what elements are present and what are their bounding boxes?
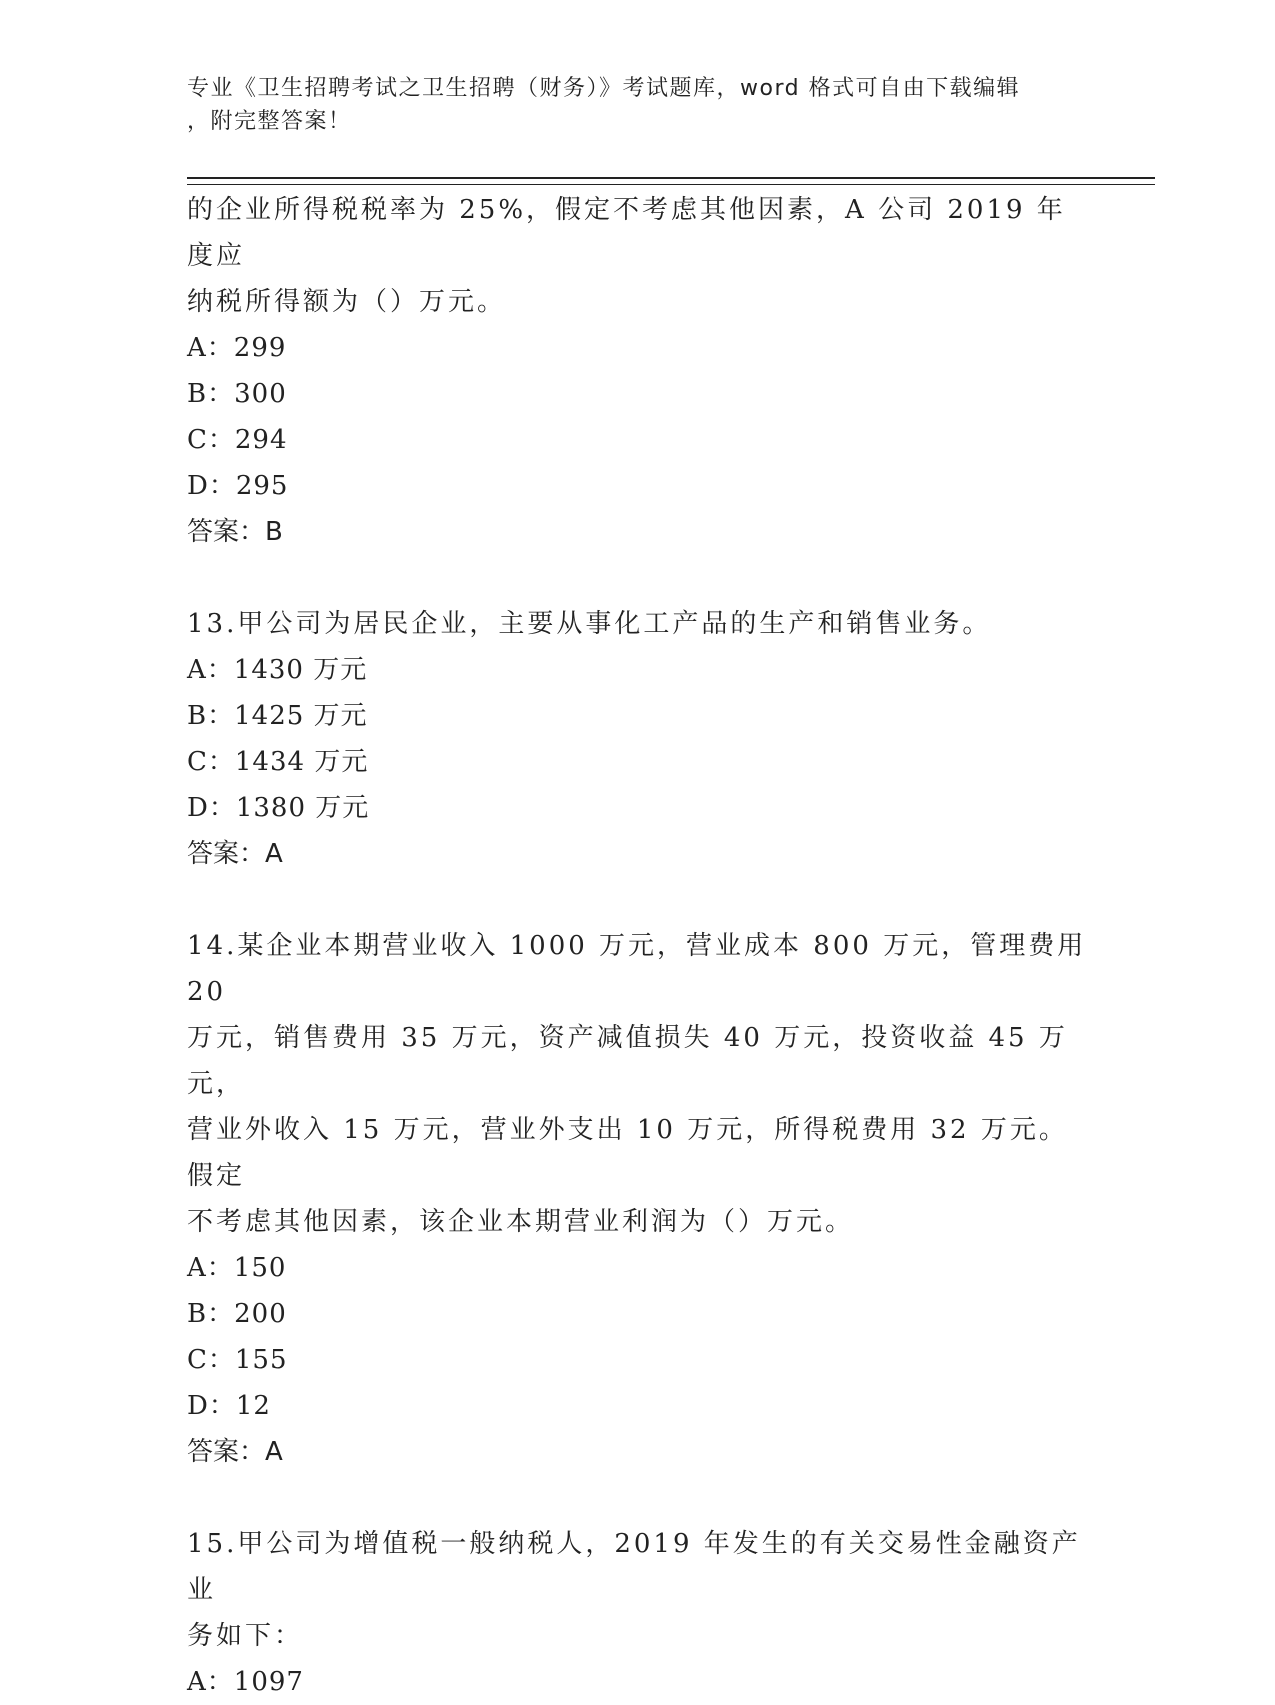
- option-a: A：150: [187, 1253, 287, 1283]
- option-b: B：200: [187, 1299, 287, 1329]
- option-b: B：1425 万元: [187, 701, 368, 731]
- option-c: C：1434 万元: [187, 747, 369, 777]
- question-text-line: 的企业所得税税率为 25%，假定不考虑其他因素，A 公司 2019 年度应: [187, 195, 1066, 271]
- option-a: A：1097: [187, 1667, 304, 1697]
- header-divider-thin: [187, 184, 1155, 185]
- option-c: C：155: [187, 1345, 288, 1375]
- question-text-line: 万元，销售费用 35 万元，资产减值损失 40 万元，投资收益 45 万元，: [187, 1023, 1068, 1099]
- option-b: B：300: [187, 379, 287, 409]
- answer: 答案：A: [187, 1437, 283, 1467]
- page-header: [187, 72, 1067, 138]
- option-a: A：299: [187, 333, 287, 363]
- question-text-line: 15.甲公司为增值税一般纳税人，2019 年发生的有关交易性金融资产业: [187, 1529, 1081, 1605]
- question-text-line: 14.某企业本期营业收入 1000 万元，营业成本 800 万元，管理费用 20: [187, 931, 1087, 1007]
- question-text-line: 纳税所得额为（）万元。: [187, 287, 507, 317]
- question-13: [187, 601, 1087, 877]
- question-list: [187, 187, 1087, 1705]
- header-line-2: ，附完整答案！: [187, 109, 352, 134]
- question-text-line: 不考虑其他因素，该企业本期营业利润为（）万元。: [187, 1207, 855, 1237]
- option-d: D：295: [187, 471, 289, 501]
- header-line-1: 专业《卫生招聘考试之卫生招聘（财务）》考试题库，word 格式可自由下载编辑: [187, 76, 1021, 101]
- option-d: D：1380 万元: [187, 793, 370, 823]
- header-divider-thick: [187, 177, 1155, 179]
- question-text-line: 13.甲公司为居民企业，主要从事化工产品的生产和销售业务。: [187, 609, 992, 639]
- question-12: [187, 187, 1087, 555]
- question-text-line: 务如下：: [187, 1621, 304, 1651]
- answer: 答案：B: [187, 517, 283, 547]
- option-d: D：12: [187, 1391, 271, 1421]
- question-text-line: 营业外收入 15 万元，营业外支出 10 万元，所得税费用 32 万元。假定: [187, 1115, 1068, 1191]
- option-a: A：1430 万元: [187, 655, 368, 685]
- option-c: C：294: [187, 425, 288, 455]
- question-14: [187, 923, 1087, 1475]
- question-15: [187, 1521, 1087, 1705]
- answer: 答案：A: [187, 839, 283, 869]
